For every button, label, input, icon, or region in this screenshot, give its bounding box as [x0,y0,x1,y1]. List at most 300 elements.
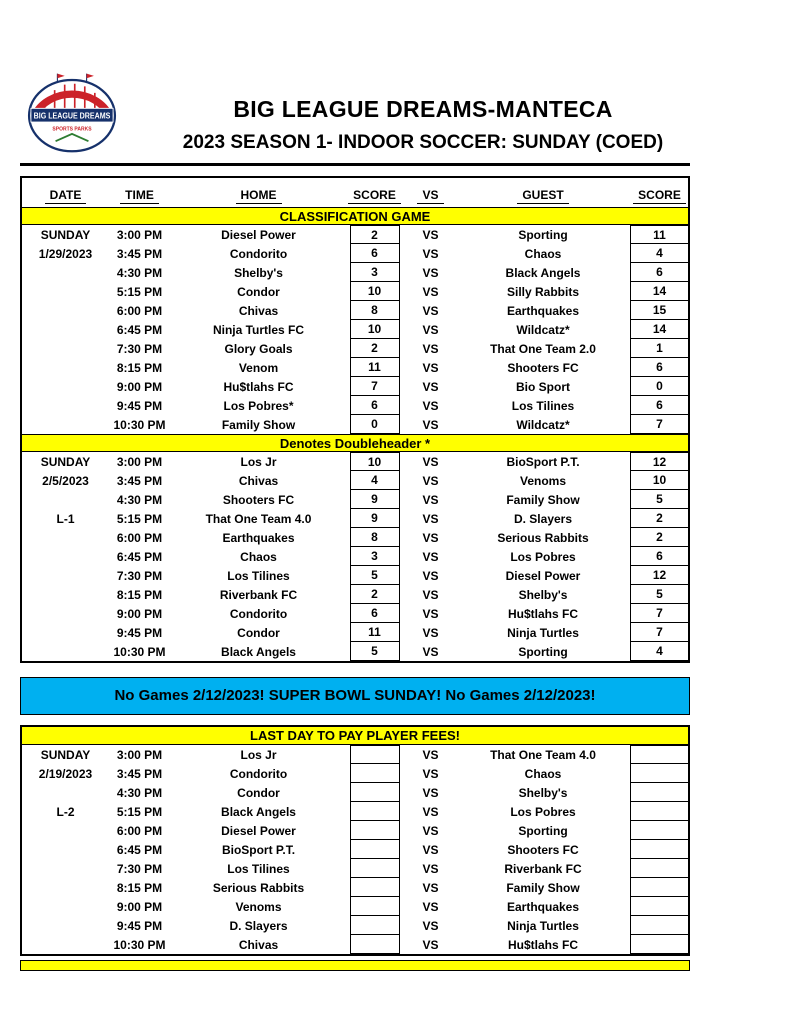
home-score-box: 7 [350,377,400,396]
game-date-label: SUNDAY [40,747,91,762]
home-score-box: 2 [350,225,400,244]
game-row [22,452,688,471]
vs-label: VS [422,379,439,394]
game-row [22,935,688,954]
game-time: 3:45 PM [116,766,163,781]
game-time: 3:45 PM [116,473,163,488]
guest-score-cell [627,764,692,783]
super-bowl-no-games-notice: No Games 2/12/2023! SUPER BOWL SUNDAY! No Games 2/12/2023! [20,677,690,715]
home-score-box: 3 [350,263,400,282]
game-row [22,263,688,282]
game-time: 3:00 PM [116,747,163,762]
guest-team-name: Riverbank FC [504,861,582,876]
guest-score-cell [627,585,692,604]
guest-team-name: BioSport P.T. [506,454,580,469]
banner-denotes-doubleheader: Denotes Doubleheader * [22,434,688,452]
vs-label: VS [422,899,439,914]
vs-label: VS [422,398,439,413]
game-date-label: L-2 [56,804,75,819]
home-score-cell [347,415,402,434]
home-team-name: Family Show [221,417,296,432]
games-week-3 [22,745,688,954]
guest-score-cell [627,282,692,301]
home-team-name: Glory Goals [224,341,293,356]
guest-score-cell [627,509,692,528]
guest-score-cell [627,301,692,320]
home-score-cell [347,225,402,244]
col-header-vs: VS [417,188,443,204]
vs-label: VS [422,322,439,337]
guest-score-cell [627,604,692,623]
guest-team-name: That One Team 2.0 [490,341,596,356]
game-date-label: L-1 [56,511,75,526]
vs-label: VS [422,880,439,895]
game-time: 4:30 PM [116,265,163,280]
home-score-box [350,802,400,821]
col-header-home: HOME [236,188,282,204]
guest-score-cell [627,859,692,878]
guest-team-name: Shelby's [518,587,568,602]
vs-label: VS [422,587,439,602]
game-row [22,897,688,916]
home-score-box: 10 [350,320,400,339]
guest-team-name: Hu$tlahs FC [507,937,578,952]
guest-score-box: 2 [630,528,690,547]
home-score-cell [347,859,402,878]
guest-score-box: 7 [630,623,690,642]
vs-label: VS [422,861,439,876]
guest-score-cell [627,452,692,471]
home-score-cell [347,802,402,821]
home-team-name: Condor [237,625,280,640]
game-row [22,859,688,878]
home-team-name: Condor [237,284,280,299]
home-team-name: Riverbank FC [219,587,298,602]
vs-label: VS [422,823,439,838]
game-row [22,604,688,623]
guest-score-cell [627,339,692,358]
game-time: 9:00 PM [116,899,163,914]
home-score-cell [347,916,402,935]
game-date-label: 2/19/2023 [38,766,93,781]
guest-score-box [630,802,690,821]
home-score-box: 10 [350,282,400,301]
guest-team-name: Hu$tlahs FC [507,606,578,621]
home-team-name: Condorito [229,606,288,621]
home-team-name: Los Jr [240,747,277,762]
game-row [22,339,688,358]
game-row [22,566,688,585]
guest-team-name: Venoms [519,473,567,488]
home-score-box [350,764,400,783]
game-time: 9:00 PM [116,606,163,621]
game-time: 10:30 PM [113,644,166,659]
game-time: 9:45 PM [116,398,163,413]
home-score-cell [347,623,402,642]
guest-score-cell [627,471,692,490]
home-team-name: Condorito [229,246,288,261]
col-header-score2: SCORE [633,188,686,204]
home-score-box: 2 [350,585,400,604]
guest-team-name: Wildcatz* [516,322,570,337]
guest-team-name: Los Tilines [511,398,575,413]
guest-score-cell [627,263,692,282]
guest-score-cell [627,840,692,859]
game-time: 6:00 PM [116,303,163,318]
game-time: 6:45 PM [116,842,163,857]
home-team-name: Diesel Power [221,227,296,242]
home-team-name: Condorito [229,766,288,781]
guest-team-name: Wildcatz* [516,417,570,432]
home-score-cell [347,745,402,764]
home-team-name: Black Angels [221,644,296,659]
guest-score-box [630,764,690,783]
game-time: 6:00 PM [116,823,163,838]
guest-team-name: Shelby's [518,785,568,800]
home-score-cell [347,377,402,396]
guest-score-cell [627,528,692,547]
vs-label: VS [422,265,439,280]
guest-team-name: Ninja Turtles [507,625,579,640]
guest-score-box: 0 [630,377,690,396]
guest-score-cell [627,566,692,585]
guest-team-name: Family Show [506,880,580,895]
home-team-name: Los Pobres* [223,398,294,413]
home-score-cell [347,244,402,263]
page-title: BIG LEAGUE DREAMS-MANTECA [233,96,613,122]
home-score-cell [347,396,402,415]
game-row [22,623,688,642]
guest-score-box [630,916,690,935]
guest-score-box: 14 [630,282,690,301]
game-time: 6:00 PM [116,530,163,545]
game-time: 6:45 PM [116,549,163,564]
guest-score-box [630,878,690,897]
game-row [22,415,688,434]
vs-label: VS [422,227,439,242]
vs-label: VS [422,511,439,526]
home-score-cell [347,897,402,916]
guest-score-box [630,859,690,878]
home-team-name: That One Team 4.0 [205,511,312,526]
guest-score-box: 6 [630,396,690,415]
game-time: 4:30 PM [116,492,163,507]
guest-score-box: 6 [630,547,690,566]
home-team-name: Serious Rabbits [212,880,305,895]
guest-score-cell [627,935,692,954]
game-row [22,916,688,935]
home-score-box [350,916,400,935]
vs-label: VS [422,473,439,488]
home-score-cell [347,604,402,623]
home-score-box: 2 [350,339,400,358]
home-team-name: Venom [238,360,279,375]
guest-team-name: Serious Rabbits [497,530,589,545]
guest-score-cell [627,358,692,377]
home-team-name: Black Angels [221,804,296,819]
home-score-box: 11 [350,358,400,377]
vs-label: VS [422,417,439,432]
game-time: 7:30 PM [116,861,163,876]
game-time: 8:15 PM [116,880,163,895]
home-team-name: Diesel Power [221,823,296,838]
home-score-box [350,783,400,802]
game-date-label: 2/5/2023 [42,473,89,488]
vs-label: VS [422,303,439,318]
home-team-name: Hu$tlahs FC [223,379,294,394]
guest-score-box: 1 [630,339,690,358]
guest-score-box: 11 [630,225,690,244]
guest-team-name: Black Angels [505,265,581,280]
game-row [22,471,688,490]
home-score-cell [347,301,402,320]
game-row [22,642,688,661]
guest-team-name: Earthquakes [506,303,580,318]
game-row [22,377,688,396]
guest-team-name: Chaos [524,766,562,781]
game-time: 7:30 PM [116,341,163,356]
page-subtitle: 2023 SEASON 1- INDOOR SOCCER: SUNDAY (COED) [182,132,664,153]
guest-score-cell [627,623,692,642]
banner-classification-game: CLASSIFICATION GAME [22,207,688,225]
home-team-name: Condor [237,785,280,800]
home-score-box: 4 [350,471,400,490]
guest-score-cell [627,916,692,935]
vs-label: VS [422,284,439,299]
home-score-cell [347,452,402,471]
guest-score-cell [627,642,692,661]
game-row [22,585,688,604]
game-time: 8:15 PM [116,360,163,375]
home-team-name: Los Tilines [227,861,290,876]
guest-score-cell [627,878,692,897]
guest-team-name: Shooters FC [507,842,579,857]
home-score-box: 0 [350,415,400,434]
home-team-name: Chivas [238,303,279,318]
home-score-box: 8 [350,528,400,547]
home-team-name: Chivas [238,937,279,952]
vs-label: VS [422,606,439,621]
game-row [22,745,688,764]
home-score-box: 6 [350,396,400,415]
guest-team-name: Ninja Turtles [507,918,579,933]
guest-score-box [630,897,690,916]
game-time: 3:00 PM [116,227,163,242]
home-team-name: Shooters FC [222,492,295,507]
games-week-1 [22,225,688,434]
game-row [22,878,688,897]
home-score-box: 5 [350,566,400,585]
home-score-box [350,935,400,954]
schedule-table-bottom [20,725,690,956]
game-time: 9:45 PM [116,918,163,933]
home-team-name: Los Jr [240,454,277,469]
home-score-box [350,878,400,897]
home-score-cell [347,821,402,840]
guest-score-box: 7 [630,415,690,434]
guest-team-name: Diesel Power [505,568,581,583]
guest-team-name: Sporting [518,823,568,838]
home-team-name: Chaos [240,549,277,564]
home-score-cell [347,585,402,604]
guest-score-cell [627,415,692,434]
home-score-cell [347,547,402,566]
header-divider [20,163,690,166]
home-score-box [350,897,400,916]
col-header-score: SCORE [348,188,401,204]
game-time: 5:15 PM [116,284,163,299]
vs-label: VS [422,842,439,857]
home-score-cell [347,566,402,585]
guest-team-name: Bio Sport [516,379,570,394]
home-team-name: Ninja Turtles FC [212,322,305,337]
guest-score-box: 12 [630,566,690,585]
game-row [22,821,688,840]
guest-team-name: Sporting [518,227,568,242]
vs-label: VS [422,530,439,545]
vs-label: VS [422,454,439,469]
col-header-guest: GUEST [517,188,568,204]
game-time: 6:45 PM [116,322,163,337]
guest-team-name: D. Slayers [513,511,573,526]
home-team-name: Venoms [235,899,282,914]
guest-score-box [630,840,690,859]
home-score-cell [347,471,402,490]
home-score-cell [347,642,402,661]
home-team-name: Shelby's [234,265,283,280]
column-header-row [22,178,688,207]
logo-subtitle: SPORTS PARKS [52,126,92,133]
game-row [22,764,688,783]
guest-score-box [630,821,690,840]
guest-score-cell [627,225,692,244]
game-row [22,320,688,339]
guest-score-box: 5 [630,490,690,509]
game-time: 8:15 PM [116,587,163,602]
home-score-cell [347,878,402,897]
games-week-2 [22,452,688,661]
game-date-label: SUNDAY [40,227,91,242]
vs-label: VS [422,766,439,781]
game-time: 9:00 PM [116,379,163,394]
guest-score-box: 4 [630,244,690,263]
guest-score-cell [627,244,692,263]
vs-label: VS [422,625,439,640]
schedule-sheet [20,176,690,971]
guest-score-cell [627,396,692,415]
game-time: 3:00 PM [116,454,163,469]
guest-score-box: 6 [630,358,690,377]
banner-last-day-player-fees: LAST DAY TO PAY PLAYER FEES! [22,727,688,745]
guest-score-box: 12 [630,452,690,471]
guest-score-cell [627,490,692,509]
home-score-box [350,840,400,859]
game-row [22,509,688,528]
guest-team-name: Shooters FC [507,360,579,375]
col-header-date: DATE [45,188,87,204]
home-team-name: Chivas [238,473,279,488]
guest-score-box: 14 [630,320,690,339]
home-score-cell [347,339,402,358]
guest-score-box: 5 [630,585,690,604]
home-team-name: BioSport P.T. [221,842,296,857]
game-row [22,282,688,301]
guest-score-box [630,783,690,802]
home-team-name: D. Slayers [229,918,288,933]
big-league-dreams-logo [26,70,118,154]
home-score-box: 6 [350,244,400,263]
guest-score-box [630,935,690,954]
vs-label: VS [422,341,439,356]
vs-label: VS [422,644,439,659]
home-team-name: Los Tilines [227,568,290,583]
game-time: 10:30 PM [113,937,166,952]
vs-label: VS [422,804,439,819]
home-score-cell [347,783,402,802]
home-score-box: 3 [350,547,400,566]
schedule-table-top [20,176,690,663]
guest-score-cell [627,821,692,840]
bottom-yellow-strip [20,960,690,971]
guest-score-box: 6 [630,263,690,282]
home-score-cell [347,840,402,859]
home-score-cell [347,358,402,377]
vs-label: VS [422,785,439,800]
home-score-cell [347,764,402,783]
vs-label: VS [422,246,439,261]
home-score-box [350,745,400,764]
game-date-label: 1/29/2023 [38,246,93,261]
guest-team-name: Silly Rabbits [506,284,580,299]
guest-score-cell [627,377,692,396]
guest-score-cell [627,745,692,764]
game-row [22,528,688,547]
guest-team-name: That One Team 4.0 [490,747,596,762]
guest-score-cell [627,783,692,802]
home-score-box: 9 [350,509,400,528]
guest-score-box: 4 [630,642,690,661]
guest-team-name: Los Pobres [510,804,576,819]
col-header-time: TIME [120,188,159,204]
game-time: 10:30 PM [113,417,166,432]
guest-score-box: 15 [630,301,690,320]
home-score-cell [347,509,402,528]
home-score-cell [347,263,402,282]
home-team-name: Earthquakes [222,530,295,545]
home-score-box [350,821,400,840]
game-row [22,547,688,566]
game-time: 5:15 PM [116,804,163,819]
game-row [22,396,688,415]
home-score-box: 5 [350,642,400,661]
home-score-box: 11 [350,623,400,642]
game-time: 7:30 PM [116,568,163,583]
logo-title: BIG LEAGUE DREAMS [33,111,111,121]
guest-team-name: Family Show [506,492,580,507]
game-date-label: SUNDAY [40,454,91,469]
home-score-cell [347,528,402,547]
home-score-box: 6 [350,604,400,623]
game-time: 3:45 PM [116,246,163,261]
home-score-box [350,859,400,878]
guest-score-cell [627,802,692,821]
vs-label: VS [422,492,439,507]
vs-label: VS [422,568,439,583]
game-row [22,225,688,244]
home-score-cell [347,935,402,954]
game-row [22,783,688,802]
guest-team-name: Sporting [518,644,568,659]
